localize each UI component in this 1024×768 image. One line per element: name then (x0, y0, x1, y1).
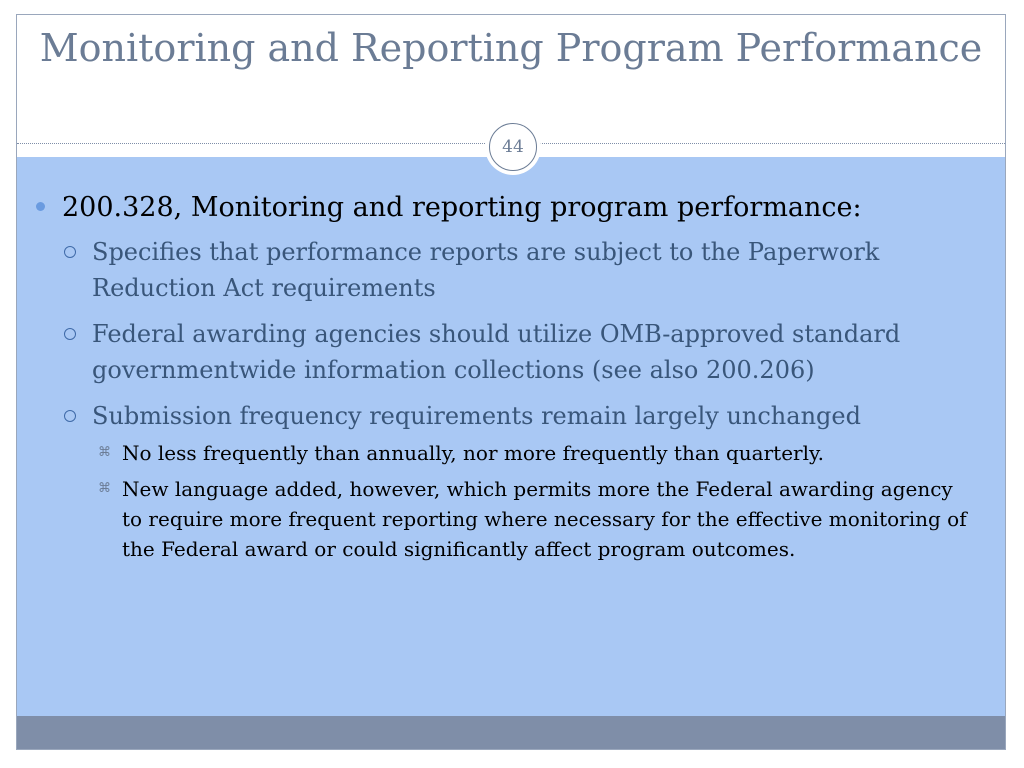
bullet-level3 (32, 438, 972, 468)
bullet-level2 (32, 398, 972, 434)
page-number: 44 (489, 123, 537, 171)
bullet-text: Federal awarding agencies should utilize OMB-approved standard governmentwide information collections (see also 200.206) (92, 320, 901, 384)
bullet-level1 (32, 190, 972, 226)
bullet-text: No less frequently than annually, nor more frequently than quarterly. (122, 441, 824, 465)
ring-bullet-icon (64, 246, 76, 258)
page-number-badge (485, 119, 541, 175)
x-bullet-icon: ⌘ (98, 445, 111, 460)
bullet-level2 (32, 234, 972, 306)
slide-content (32, 190, 972, 570)
bullet-level2 (32, 316, 972, 388)
footer-bar (17, 716, 1005, 750)
ring-bullet-icon (64, 328, 76, 340)
bullet-text: Specifies that performance reports are subject to the Paperwork Reduction Act requirements (92, 238, 880, 302)
bullet-text: New language added, however, which permits more the Federal awarding agency to require more frequent reporting where necessary for the effective monitoring of the Federal award or could significantly affect program outcomes. (122, 477, 967, 561)
slide-title: Monitoring and Reporting Program Performance (39, 26, 983, 70)
ring-bullet-icon (64, 410, 76, 422)
bullet-text: 200.328, Monitoring and reporting program performance: (62, 192, 862, 223)
bullet-text: Submission frequency requirements remain largely unchanged (92, 402, 861, 430)
dot-bullet-icon (36, 202, 45, 211)
x-bullet-icon: ⌘ (98, 481, 111, 496)
bullet-level3 (32, 474, 972, 564)
